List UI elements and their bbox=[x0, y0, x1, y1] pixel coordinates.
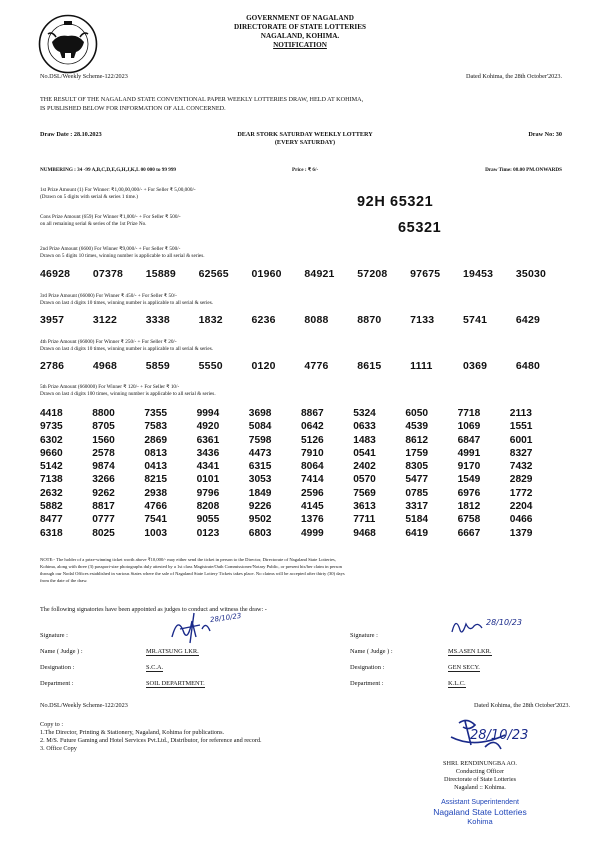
footer-reference-number: No.DSL/Weekly Scheme-122/2023 bbox=[40, 702, 128, 709]
prize-number: 8088 bbox=[304, 314, 329, 326]
lottery-logo bbox=[38, 14, 98, 74]
prize-number: 1812 bbox=[457, 501, 481, 513]
prize-number: 1551 bbox=[509, 421, 533, 433]
prize-number: 0413 bbox=[144, 461, 168, 473]
prize-number: 8870 bbox=[357, 314, 382, 326]
prize-number: 6667 bbox=[457, 527, 481, 539]
prize-number: 6419 bbox=[405, 527, 429, 539]
prize-number: 6361 bbox=[196, 434, 220, 446]
prize-number: 2596 bbox=[301, 487, 324, 499]
copy-item-2: 2. M/S. Future Gaming and Hotel Services Pvt.Ltd., Distributor, for reference and record. bbox=[40, 737, 262, 744]
prize-number: 0777 bbox=[92, 514, 115, 526]
prize-number: 4991 bbox=[457, 447, 481, 459]
prize-number: 1069 bbox=[457, 421, 481, 433]
left-judge-department bbox=[146, 680, 205, 687]
cons-prize-info bbox=[40, 214, 181, 228]
prize-number: 0541 bbox=[353, 447, 376, 459]
prize-number: 7432 bbox=[509, 461, 533, 473]
prize-number: 9994 bbox=[196, 408, 220, 419]
fourth-prize-line-2: Drawn on last 4 digits 10 times, winning number is applicable to all serial & series. bbox=[40, 346, 214, 353]
prize-number: 57208 bbox=[357, 268, 388, 280]
prize-number: 5550 bbox=[198, 360, 223, 372]
prize-number: 3053 bbox=[248, 474, 272, 486]
prize-number: 4920 bbox=[196, 421, 220, 433]
prize-number: 0570 bbox=[353, 474, 376, 486]
prize-number: 8612 bbox=[405, 434, 429, 446]
prize-number: 4341 bbox=[196, 461, 220, 473]
prize-number: 8215 bbox=[144, 474, 168, 486]
prize-number: 9055 bbox=[196, 514, 220, 526]
right-signature-label: Signature : bbox=[350, 632, 378, 639]
prize-number: 1483 bbox=[353, 434, 376, 446]
prize-number: 7133 bbox=[410, 314, 435, 326]
prize-number: 8064 bbox=[301, 461, 324, 473]
prize-number: 6302 bbox=[40, 434, 63, 446]
second-prize-line-1: 2nd Prize Amount (6600) For Winner ₹9,000/- + For Seller ₹ 500/- bbox=[40, 246, 181, 252]
prize-number: 1379 bbox=[509, 527, 533, 539]
left-judge-department-text: SOIL DEPARTMENT. bbox=[146, 680, 205, 687]
prize-number: 15889 bbox=[145, 268, 176, 280]
prize-number: 3957 bbox=[40, 314, 65, 326]
officer-sign-date: 28/10/23 bbox=[470, 728, 529, 743]
prize-number: 0633 bbox=[353, 421, 376, 433]
prize-number: 8477 bbox=[40, 514, 63, 526]
prize-number: 1849 bbox=[248, 487, 272, 499]
prize-number: 7718 bbox=[457, 408, 481, 419]
prize-number: 0120 bbox=[251, 360, 276, 372]
left-judge-signature bbox=[166, 607, 256, 647]
cons-prize-line-1: Cons Prize Amount (659) For Winner ₹1,000/- + For Seller ₹ 500/- bbox=[40, 214, 181, 220]
prize-number: 7138 bbox=[40, 474, 63, 486]
prize-number: 5741 bbox=[463, 314, 488, 326]
left-signature-label: Signature : bbox=[40, 632, 68, 639]
prize-number: 1003 bbox=[144, 527, 168, 539]
fifth-prize-numbers bbox=[40, 408, 562, 539]
dated-line: Dated Kohima, the 28th October'2023. bbox=[466, 73, 562, 80]
prize-number: 5126 bbox=[301, 434, 324, 446]
left-judge-sign-date: 28/10/23 bbox=[209, 611, 242, 625]
first-prize-winner: 92H 65321 bbox=[357, 194, 434, 210]
prize-number: 7569 bbox=[353, 487, 376, 499]
prize-number: 4145 bbox=[301, 501, 324, 513]
draw-number: Draw No: 30 bbox=[528, 131, 562, 138]
prize-number: 3266 bbox=[92, 474, 115, 486]
prize-number: 5084 bbox=[248, 421, 272, 433]
prize-number: 62565 bbox=[198, 268, 229, 280]
location-title: NAGALAND, KOHIMA. bbox=[260, 32, 340, 40]
prize-number: 5477 bbox=[405, 474, 429, 486]
prize-number: 7598 bbox=[248, 434, 272, 446]
second-prize-info bbox=[40, 246, 205, 260]
prize-number: 4968 bbox=[92, 360, 118, 372]
prize-number: 9170 bbox=[457, 461, 481, 473]
left-name-label: Name ( Judge ) : bbox=[40, 648, 83, 655]
prize-number: 5324 bbox=[353, 408, 376, 419]
prize-number: 01960 bbox=[251, 268, 282, 280]
ticket-price: Price : ₹ 6/- bbox=[292, 167, 319, 173]
prize-number: 8327 bbox=[509, 447, 533, 459]
stamp-line-2: Nagaland State Lotteries bbox=[433, 807, 527, 817]
right-judge-department-text: K.L.C. bbox=[448, 680, 466, 687]
draw-time: Draw Time: 08.00 PM.ONWARDS bbox=[485, 167, 562, 173]
prize-number: 3436 bbox=[196, 447, 220, 459]
prize-number: 9226 bbox=[248, 501, 272, 513]
prize-number: 6480 bbox=[515, 360, 541, 372]
stamp-line-1: Assistant Superintendent bbox=[441, 799, 519, 806]
note-line-2: Kohima, along with three (3) passport-size photographs duly attested by a 1st class Magistrate/Oath Commissioner/Notary Public, or present his/her claim in person bbox=[40, 564, 342, 569]
prize-number: 8867 bbox=[301, 408, 324, 419]
prize-number: 2786 bbox=[40, 360, 65, 372]
prize-number: 9735 bbox=[40, 421, 63, 433]
reference-number: No.DSL/Weekly Scheme-122/2023 bbox=[40, 73, 128, 80]
officer-title-3: Nagaland :: Kohima. bbox=[454, 784, 506, 791]
directorate-title: DIRECTORATE OF STATE LOTTERIES bbox=[233, 23, 366, 31]
prize-number: 8208 bbox=[196, 501, 220, 513]
prize-number: 6976 bbox=[457, 487, 481, 499]
prize-number: 1772 bbox=[509, 487, 533, 499]
left-department-label: Department : bbox=[40, 680, 74, 687]
prize-number: 3338 bbox=[145, 314, 170, 326]
prize-number: 1560 bbox=[92, 434, 115, 446]
prize-number: 4539 bbox=[405, 421, 429, 433]
prize-number: 19453 bbox=[463, 268, 494, 280]
right-judge-designation-text: GEN SECY. bbox=[448, 664, 480, 671]
third-prize-info bbox=[40, 293, 213, 307]
third-prize-numbers bbox=[40, 314, 562, 326]
prize-number: 5184 bbox=[405, 514, 429, 526]
prize-number: 2204 bbox=[509, 501, 533, 513]
right-judge-sign-date: 28/10/23 bbox=[486, 618, 522, 627]
note-line-4: from the date of the draw. bbox=[40, 578, 88, 583]
fifth-prize-info bbox=[40, 384, 216, 398]
prize-number: 1832 bbox=[198, 314, 223, 326]
prize-number: 1376 bbox=[301, 514, 324, 526]
signatories-intro: The following signatories have been appointed as judges to conduct and witness the draw: - bbox=[40, 606, 267, 613]
first-prize-line-2: (Drawn on 5 digits with serial & series 1 time.) bbox=[40, 194, 138, 201]
prize-number: 35030 bbox=[515, 268, 547, 280]
prize-number: 0785 bbox=[405, 487, 429, 499]
second-prize-numbers bbox=[40, 268, 562, 280]
prize-number: 2829 bbox=[509, 474, 533, 486]
prize-number: 1549 bbox=[457, 474, 481, 486]
prize-number: 5882 bbox=[40, 501, 63, 513]
third-prize-line-1: 3rd Prize Amount (66000) For Winner ₹ 450/- + For Seller ₹ 50/- bbox=[40, 293, 177, 299]
mithun-logo-icon bbox=[38, 14, 98, 74]
prize-number: 6236 bbox=[251, 314, 276, 326]
right-judge-department bbox=[448, 680, 466, 687]
prize-number: 6315 bbox=[248, 461, 272, 473]
numbering: NUMBERING : 34 -99 A,B,C,D,E,G,H,J,K,L 00 000 to 99 999 bbox=[40, 167, 177, 173]
left-judge-name bbox=[146, 648, 199, 655]
prize-number: 46928 bbox=[40, 268, 71, 280]
prize-number: 9468 bbox=[353, 527, 376, 539]
prize-number: 1759 bbox=[405, 447, 429, 459]
prize-number: 07378 bbox=[92, 268, 124, 280]
prize-number: 9874 bbox=[92, 461, 115, 473]
right-designation-label: Designation : bbox=[350, 664, 385, 671]
cons-prize-line-2: on all remaining serial & series of the 1st Prize No. bbox=[40, 221, 147, 228]
prize-number: 2632 bbox=[40, 487, 63, 499]
prize-number: 84921 bbox=[304, 268, 335, 280]
prize-number: 4418 bbox=[40, 408, 63, 419]
fifth-prize-line-2: Drawn on last 4 digits 100 times, winning number is applicable to all serial & series. bbox=[40, 391, 216, 398]
left-judge-designation bbox=[146, 664, 163, 671]
claim-note bbox=[40, 556, 565, 584]
office-stamp bbox=[400, 799, 560, 826]
fifth-prize-line-1: 5th Prize Amount (660000) For Winner ₹ 120/- + For Seller ₹ 10/- bbox=[40, 384, 180, 390]
prize-number: 6001 bbox=[509, 434, 533, 446]
officer-name: SHRI. RENDINUNGBA AO. bbox=[443, 760, 517, 767]
note-line-3: through our Nodal Offices established in various States where the sale of Nagaland State Lottery Tickets takes place. No claims will be accepted after thirty (30) days bbox=[40, 571, 345, 576]
prize-number: 0642 bbox=[301, 421, 324, 433]
prize-number: 97675 bbox=[410, 268, 441, 280]
prize-number: 4766 bbox=[144, 501, 168, 513]
prize-number: 3317 bbox=[405, 501, 429, 513]
prize-number: 9796 bbox=[196, 487, 220, 499]
prize-number: 8025 bbox=[92, 527, 115, 539]
prize-number: 0101 bbox=[196, 474, 220, 486]
right-department-label: Department : bbox=[350, 680, 384, 687]
note-line-1: NOTE:- The holder of a prize-winning ticket worth above ₹10,000/- may either send the ticket in person to the Director, Directorate of Nagaland State Lotteries, bbox=[40, 557, 336, 562]
prize-number: 2113 bbox=[509, 408, 532, 419]
right-judge-designation bbox=[448, 664, 480, 671]
right-name-label: Name ( Judge ) : bbox=[350, 648, 393, 655]
prize-number: 3613 bbox=[353, 501, 376, 513]
prize-number: 7355 bbox=[144, 408, 168, 419]
prize-number: 2578 bbox=[92, 447, 115, 459]
cons-prize-winner: 65321 bbox=[398, 220, 442, 236]
prize-number: 8705 bbox=[92, 421, 115, 433]
left-judge-name-text: MR.ATSUNG LKR. bbox=[146, 648, 199, 655]
prize-number: 5142 bbox=[40, 461, 63, 473]
copy-item-1: 1.The Director, Printing & Stationery, Nagaland, Kohima for publications. bbox=[40, 729, 225, 736]
first-prize-info bbox=[40, 187, 196, 201]
stamp-line-3: Kohima bbox=[467, 817, 493, 826]
govt-title: GOVERNMENT OF NAGALAND bbox=[246, 14, 354, 22]
prize-number: 9502 bbox=[248, 514, 272, 526]
prize-number: 5859 bbox=[145, 360, 170, 372]
first-prize-line-1: 1st Prize Amount (1) For Winner: ₹1,00,00,000/- + For Seller ₹ 5,00,000/- bbox=[40, 187, 196, 193]
intro-line-1: THE RESULT OF THE NAGALAND STATE CONVENTIONAL PAPER WEEKLY LOTTERIES DRAW, HELD AT KOHIMA, bbox=[40, 96, 364, 103]
lottery-name-line-1: DEAR STORK SATURDAY WEEKLY LOTTERY bbox=[237, 131, 373, 138]
prize-number: 7583 bbox=[144, 421, 168, 433]
draw-date: Draw Date : 28.10.2023 bbox=[40, 131, 102, 138]
right-judge-name-text: MS.ASEN LKR. bbox=[448, 648, 492, 655]
copy-to-list bbox=[40, 721, 262, 753]
prize-number: 6429 bbox=[515, 314, 541, 326]
lottery-name bbox=[190, 131, 420, 147]
officer-title-2: Directorate of State Lotteries bbox=[444, 776, 516, 783]
prize-number: 7541 bbox=[144, 514, 168, 526]
prize-number: 7711 bbox=[353, 514, 376, 526]
intro-line-2: IS PUBLISHED BELOW FOR INFORMATION OF ALL CONCERNED. bbox=[40, 105, 226, 112]
lottery-name-line-2: (EVERY SATURDAY) bbox=[274, 139, 336, 146]
prize-number: 6318 bbox=[40, 527, 63, 539]
prize-number: 3122 bbox=[92, 314, 118, 326]
fourth-prize-numbers bbox=[40, 360, 562, 372]
prize-number: 4776 bbox=[304, 360, 329, 372]
prize-number: 0813 bbox=[144, 447, 168, 459]
prize-number: 3698 bbox=[248, 408, 272, 419]
prize-number: 4999 bbox=[301, 527, 324, 539]
right-judge-name bbox=[448, 648, 492, 655]
prize-number: 0466 bbox=[509, 514, 533, 526]
prize-number: 8615 bbox=[357, 360, 382, 372]
officer-title-1: Conducting Officer bbox=[455, 768, 505, 775]
prize-number: 9262 bbox=[92, 487, 115, 499]
fourth-prize-info bbox=[40, 339, 213, 353]
officer-block bbox=[400, 760, 560, 792]
fourth-prize-line-1: 4th Prize Amount (66000) For Winner ₹ 250/- + For Seller ₹ 20/- bbox=[40, 339, 177, 345]
prize-number: 9660 bbox=[40, 447, 63, 459]
prize-number: 1111 bbox=[410, 360, 433, 372]
second-prize-line-2: Drawn on 5 digits 10 times, winning number is applicable to all serial & series. bbox=[40, 253, 205, 260]
prize-number: 7414 bbox=[301, 474, 324, 486]
prize-number: 2938 bbox=[144, 487, 168, 499]
prize-number: 7910 bbox=[301, 447, 324, 459]
prize-number: 0123 bbox=[196, 527, 220, 539]
prize-number: 6803 bbox=[248, 527, 272, 539]
notification-title: NOTIFICATION bbox=[273, 41, 327, 49]
prize-number: 0369 bbox=[463, 360, 488, 372]
prize-number: 6847 bbox=[457, 434, 481, 446]
prize-number: 2402 bbox=[353, 461, 376, 473]
prize-number: 8305 bbox=[405, 461, 429, 473]
prize-number: 6050 bbox=[405, 408, 429, 419]
prize-number: 8800 bbox=[92, 408, 115, 419]
left-judge-designation-text: S.C.A. bbox=[146, 664, 164, 671]
copy-item-3: 3. Office Copy bbox=[40, 745, 77, 752]
left-designation-label: Designation : bbox=[40, 664, 75, 671]
prize-number: 8817 bbox=[92, 501, 115, 513]
right-judge-signature bbox=[448, 612, 488, 642]
prize-number: 6758 bbox=[457, 514, 481, 526]
third-prize-line-2: Drawn on last 4 digits 10 times, winning number is applicable to all serial & series. bbox=[40, 300, 214, 307]
copy-to-label: Copy to : bbox=[40, 721, 64, 728]
prize-number: 4473 bbox=[248, 447, 272, 459]
footer-dated-line: Dated Kohima, the 28th October'2023. bbox=[474, 702, 570, 709]
prize-number: 2869 bbox=[144, 434, 168, 446]
